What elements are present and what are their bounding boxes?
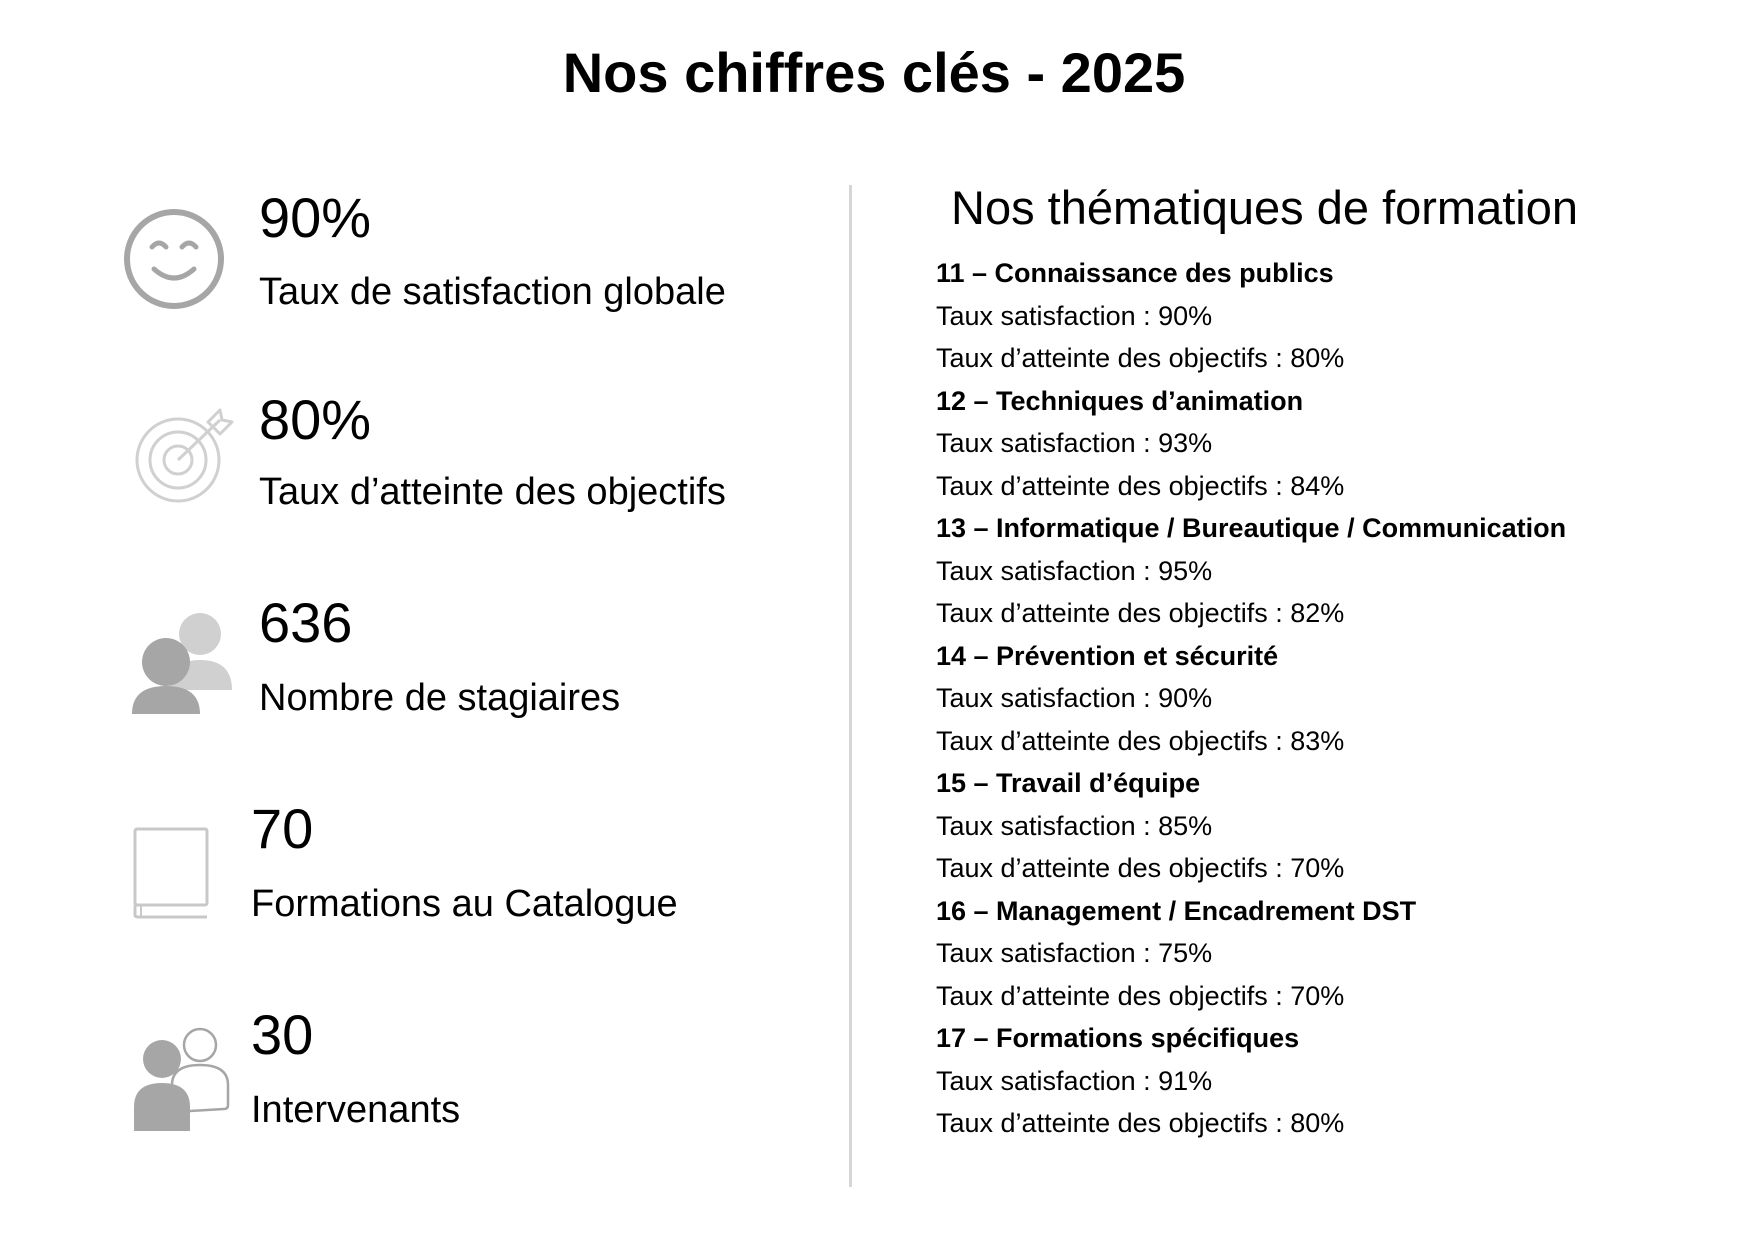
theme-item	[936, 252, 1566, 380]
themes-list	[936, 252, 1566, 1145]
theme-item	[936, 890, 1566, 1018]
stat-value-objectives: 80%	[259, 388, 372, 451]
theme-title: 16 – Management / Encadrement DST	[936, 895, 1417, 926]
stat-value-catalogue: 70	[251, 797, 314, 860]
theme-title: 12 – Techniques d’animation	[936, 385, 1304, 416]
target-arrow-icon	[134, 408, 236, 504]
book-icon	[132, 826, 210, 920]
theme-satisfaction: Taux satisfaction : 91%	[936, 1065, 1213, 1096]
theme-item	[936, 1017, 1566, 1145]
smiley-icon	[122, 207, 226, 311]
theme-title: 15 – Travail d’équipe	[936, 768, 1201, 798]
theme-satisfaction: Taux satisfaction : 95%	[936, 555, 1213, 586]
stat-label-catalogue: Formations au Catalogue	[251, 883, 678, 925]
people-icon	[130, 610, 234, 714]
theme-item	[936, 380, 1566, 508]
theme-title: 14 – Prévention et sécurité	[936, 640, 1279, 671]
theme-satisfaction: Taux satisfaction : 90%	[936, 683, 1213, 713]
column-divider	[849, 185, 852, 1187]
stat-label-trainees: Nombre de stagiaires	[259, 677, 621, 719]
theme-item	[936, 762, 1566, 890]
theme-item	[936, 635, 1566, 763]
stat-value-trainees: 636	[259, 591, 353, 654]
theme-satisfaction: Taux satisfaction : 90%	[936, 300, 1213, 331]
page-title: Nos chiffres clés - 2025	[562, 41, 1186, 104]
themes-heading: Nos thématiques de formation	[951, 181, 1578, 234]
speakers-icon	[132, 1027, 232, 1133]
theme-title: 11 – Connaissance des publics	[936, 258, 1334, 288]
theme-satisfaction: Taux satisfaction : 75%	[936, 938, 1213, 968]
theme-title: 17 – Formations spécifiques	[936, 1023, 1300, 1053]
stat-value-satisfaction: 90%	[259, 186, 372, 249]
theme-objectives: Taux d’atteinte des objectifs : 83%	[936, 725, 1345, 756]
theme-satisfaction: Taux satisfaction : 85%	[936, 810, 1213, 841]
stat-label-speakers: Intervenants	[251, 1089, 461, 1131]
theme-objectives: Taux d’atteinte des objectifs : 80%	[936, 343, 1345, 373]
theme-objectives: Taux d’atteinte des objectifs : 70%	[936, 853, 1345, 883]
stat-value-speakers: 30	[251, 1003, 314, 1066]
stat-label-objectives: Taux d’atteinte des objectifs	[259, 471, 726, 513]
stat-label-satisfaction: Taux de satisfaction globale	[259, 271, 726, 313]
theme-title: 13 – Informatique / Bureautique / Communication	[936, 513, 1567, 543]
theme-objectives: Taux d’atteinte des objectifs : 70%	[936, 980, 1345, 1011]
theme-item	[936, 507, 1566, 635]
theme-objectives: Taux d’atteinte des objectifs : 80%	[936, 1108, 1345, 1138]
theme-objectives: Taux d’atteinte des objectifs : 84%	[936, 470, 1345, 501]
theme-satisfaction: Taux satisfaction : 93%	[936, 428, 1213, 458]
theme-objectives: Taux d’atteinte des objectifs : 82%	[936, 598, 1345, 628]
